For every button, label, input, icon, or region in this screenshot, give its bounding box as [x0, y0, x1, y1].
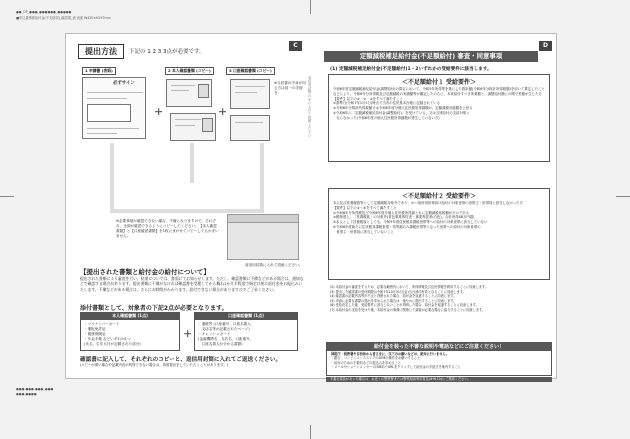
arrow-to-envelope [110, 143, 260, 213]
closing-instruction: 確認書に記入して、それぞれのコピーと、返信用封筒に入れてご返送ください。 [80, 357, 282, 363]
id-card-illustration [166, 79, 212, 107]
requirement-1-line: 【要件】以下の①・②・③をすべて満たすこと [333, 96, 404, 101]
return-envelope-illustration [227, 214, 299, 260]
identity-item: (氏名、生年月日が記載された部分) [84, 342, 141, 346]
print-foot-line-1: ●●●-●●●-●●●_●●● [16, 387, 54, 391]
bank-item: 支店名等が記載されたページ) [198, 327, 250, 331]
consent-note: (4) 確認書の記載内容等が不正と判断された場合、給付金を返還することに同意します。 [330, 294, 457, 299]
bankbook-illustration [230, 79, 270, 109]
requirement-1-line: 令和6年度定額減税補足給付金(調整給付)の算定において、令和5年所得等を基にした推計額(令和6年分推計所得税額)を用いて算定したことなどにより、令和6年分所得税及び定額減税の実績額等が確定したのちに、本来給付すべき所要額と、調整給付額との間で差額が生じた方 [333, 87, 545, 96]
consent-note: (5) 申請に必要な書類の提出を求められた場合は、速やかに提出することに同意します。 [330, 298, 457, 303]
review-section-text: 提出された書類により審査を行い、結果については、書面にてお知らせします。ただし、確認書類に不備などがある場合は、通知などで確認する場合があります。提出書類に不備がなければ確認書を受理してから概ね1か月半程度で指定口座に給付金をお振込みいたします。不備などがある場合は、さらにお時間がかかります。給付できない場合がありますのでご了承ください。 [80, 276, 304, 292]
arrow-to-envelope [260, 143, 264, 213]
plus-icon: + [183, 327, 193, 340]
consent-notes [330, 285, 548, 313]
requirement-2-line: ①令和6年分所得税及び令和6年度分個人住民税所得割ともに定額減税前税額がゼロである [333, 210, 470, 215]
application-form-illustration [82, 77, 146, 139]
review-section-title: 【提出された書類と給付金の給付について】 [80, 268, 210, 276]
document-sheet [65, 33, 557, 379]
crop-mark [0, 196, 14, 197]
identity-item: ・マイナンバーカード [84, 322, 120, 326]
consent-header: 定額減税補足給付金(不足額給付) 審査・同意事項 [324, 51, 538, 62]
arrow-to-envelope [190, 143, 194, 183]
print-meta-line-1: ●●_OP_●●●_●●●●●●_●●●●● [16, 10, 72, 14]
plus-icon: + [154, 105, 164, 118]
crop-mark [616, 196, 630, 197]
crop-mark [310, 425, 311, 439]
bank-item: ・通帳等 (口座番号、口座名義人、 [198, 322, 255, 326]
fraud-warning-box [326, 342, 552, 376]
envelope-note: 返信用封筒に入れて投函ください。 [245, 263, 303, 267]
requirement-1-line: ③令和6年に「定額減税補足給付金(調整給付)」を受けている、又は当該給付の支給対象と [333, 110, 470, 115]
left-panel [70, 37, 312, 375]
identity-item: ・運転免許証 [84, 327, 106, 331]
bank-box [194, 319, 298, 351]
bank-item: 口座名義人が分かる書類) [198, 342, 243, 346]
identity-box [80, 319, 180, 351]
page-badge-d: D [539, 41, 552, 51]
consent-note: (6) 受給決定した後、受給要件に該当しないことが判明した場合、給付金を返還することに同意します。 [330, 303, 479, 308]
side-vertical-note: 返信用封筒の中に入れて投函ください [308, 76, 312, 138]
consent-note: (2) 本給付金の審査をするため、必要な範囲内において、所得情報及び住民情報を利用することに同意します。 [330, 285, 489, 289]
police-contact-bar: 不審な電話があった場合は、お近くの警察署または警察相談専用電話(#9110)にご連絡ください。 [326, 377, 552, 382]
requirement-box-2 [328, 188, 550, 280]
requirement-box-1-title: ＜不足額給付１ 受給要件＞ [401, 79, 477, 86]
requirement-box-1 [328, 74, 550, 162]
submission-title: 提出方法 [78, 44, 124, 59]
requirement-1-line: ①基準日(令和7年1月1日)時点で当市の住民基本台帳に記録されている [333, 101, 441, 106]
fraud-warning-line: ・銀行、コンビニエンスストアのATMの操作をお願いすること [331, 356, 421, 361]
fraud-warning-line: ・メールやショートメッセージ(SMS)でURLをクリックして給付金の手続きを案内すること [331, 365, 461, 370]
id-card-illustration-2 [170, 113, 216, 141]
tag-identity-documents: 2 本人確認書類 (コピー) [165, 67, 214, 75]
right-panel [322, 37, 554, 381]
requirement-2-line: ②税制度上、「扶養親族」の対象外(青色事業専従者・事業専従者(白色)、合計所得48万円超) [333, 215, 475, 220]
attachments-title: 添付書類として、対象者の下記2点が必要となります。 [80, 305, 228, 312]
requirement-2-line: ③本人として扶養親族としても、令和5年度住民税非課税世帯等への給付の対象世帯に該当していない [333, 220, 488, 225]
fraud-warning-title: 給付金を装った不審な説明や電話などにご注意ください！ [327, 343, 551, 351]
requirement-2-line: 世帯主・世帯員に該当していないこと [333, 229, 395, 234]
requirement-2-line: 本人及び扶養親族等として定額減税対象外であり、かつ低所得世帯向け給付の対象世帯の世帯主・世帯員に該当しなかった方 [333, 201, 523, 205]
print-meta-line-2: ■申込書裏面給付金(不支給届)_確認書_表 表面 W420×H297mm [16, 16, 111, 20]
cashcard-illustration [230, 115, 270, 141]
sign-required-label: 必ずサイン [113, 81, 135, 86]
crop-mark [310, 0, 311, 14]
consent-note: (7) 本給付金の支給を受けた後、本給付金の事務に関連して調査が必要な場合に協力することに同意します。 [330, 307, 486, 312]
bank-item: ・キャッシュカード [198, 332, 231, 336]
tag-application-form: 1 申請書 (表紙) [82, 67, 116, 75]
page-badge-c: C [289, 41, 302, 51]
closing-note: (コピーが薄い場合や記載内容が判別できない場合は、再度提出をしていただくことがあります。) [80, 363, 229, 367]
bank-box-title: 口座確認書類 (1点) [194, 312, 298, 319]
consent-note: (3) 提出した確認書の受付期限は令和7年10月31日(金)当日消印有効となることに同意します。 [330, 289, 466, 294]
requirement-2-line: ④令和6年度新たに住民税非課税世帯・均等割のみ課税世帯等となった世帯への給付の対象世帯の [333, 224, 481, 229]
requirement-box-2-title: ＜不足額給付２ 受給要件＞ [401, 193, 477, 200]
plus-icon: + [218, 105, 228, 118]
fraud-warning-line: 国税庁・税務署や自治体から皆さまに、以下のお願いなどは、絶対に行いません。 [331, 352, 450, 356]
submission-header [78, 43, 205, 59]
consent-subheading: (1) 定額減税補足給付金(不足額給付)1・2いずれかの受給要件に該当します。 [330, 67, 492, 72]
bank-item: (金融機関名、支店名、口座番号、 [198, 337, 254, 341]
card-note: ※当封書の中身が同じ方は同一の手続き [274, 81, 306, 95]
requirement-1-line: ならなかった(令和6年度の個人住民税所得割額が発生していない方) [333, 115, 440, 120]
copy-warning-note: ※必要事項が確認できない場合、不備となりますので、それぞれ、全面が確認できるようにコピーしてください。【本人確認書類】と【口座確認書類】を1枚にまわせてコピーしてもかまいません。 [116, 219, 219, 238]
tag-bank-documents: 3 口座確認書類 (コピー) [226, 67, 275, 75]
submission-note: 下記の 1 2 3 3点が必要です。 [129, 49, 205, 55]
identity-box-title: 本人確認書類 (1点) [80, 312, 180, 319]
identity-item: ・健康保険証 [84, 332, 106, 336]
identity-item: ・年金手帳 などいずれか1つ [84, 337, 131, 341]
requirement-1-line: ②令和6年分推計所得税額又は令和6年度分個人住民税所得割額が、定額減税可能額を上回る [333, 106, 473, 111]
fraud-warning-line: ・給付のための手数料などの振込みを求めること [331, 360, 402, 365]
print-foot-line-2: ●●●-●●●● [16, 392, 37, 396]
requirement-2-line: 【要件】以下の①～④をすべて満たすこと [333, 205, 397, 210]
